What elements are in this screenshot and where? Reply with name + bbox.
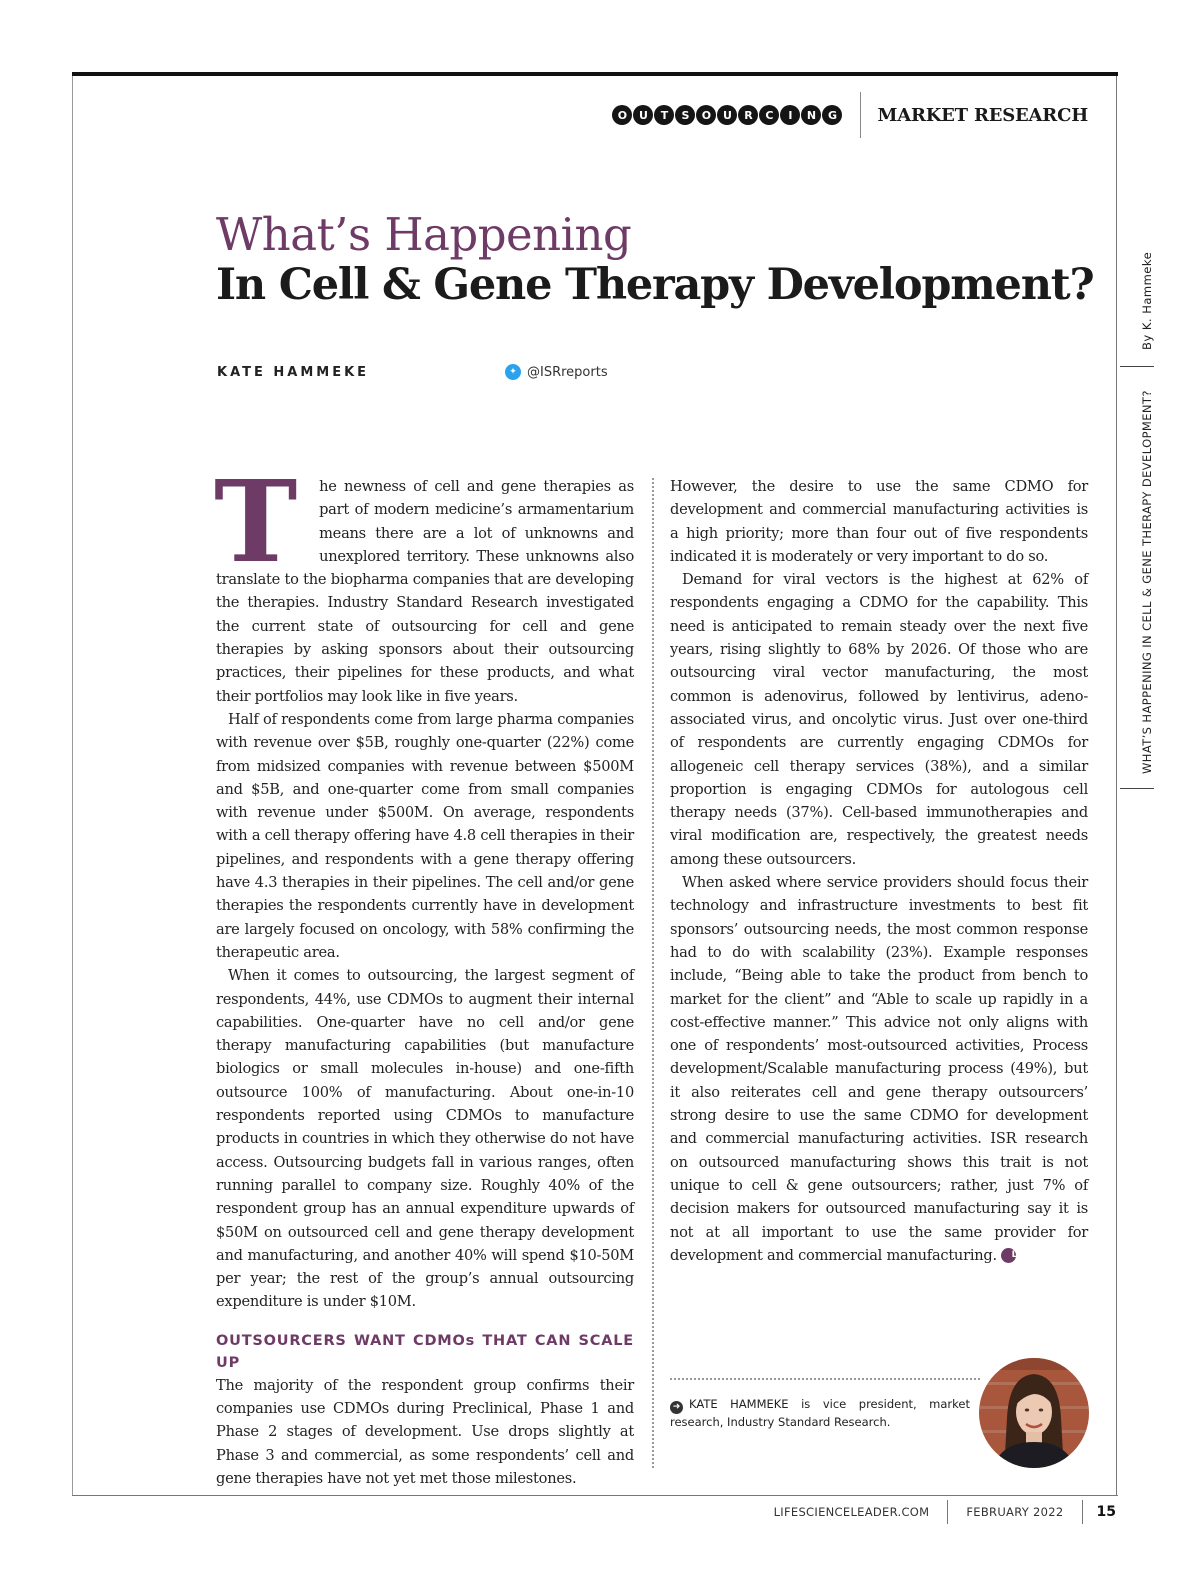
paragraph: Half of respondents come from large pharma companies with revenue over $5B, roughly one-quarter (22%) come from midsized companies with revenue between $500M and $5B, and one-quarter come from small companies with revenue under $500M. On average, respondents with a cell therapy offering have 4.8 cell therapies in their pipelines, and respondents with a gene therapy offering have 4.3 therapies in their pipelines. The cell and/or gene therapies the respondents currently have in development are largely focused on oncology, with 58% confirming the therapeutic area. xyxy=(216,710,634,961)
twitter-handle[interactable]: @ISRreports xyxy=(527,364,608,380)
header-divider xyxy=(860,92,861,138)
paragraph: Demand for viral vectors is the highest at 62% of respondents engaging a CDMO for the capability. This need is anticipated to remain steady over the next five years, rising slightly to 68% by 2026. Of those who are outsourcing viral vector manufacturing, the most common is adenovirus, followed by lentivirus, adeno-associated virus, and oncolytic virus. Just over one-third of respondents are currently engaging CDMOs for allogeneic cell therapy services (38%), and a similar proportion is engaging CDMOs for autologous cell therapy needs (37%). Cell-based immunotherapies and viral modification are, respectively, the greatest needs among these outsourcers. xyxy=(670,571,1088,868)
top-rule xyxy=(72,72,1118,76)
arrow-right-icon: ➜ xyxy=(670,1401,683,1414)
badge-letter: I xyxy=(780,105,800,125)
paragraph xyxy=(214,457,634,708)
footer-website: LIFESCIENCELEADER.COM xyxy=(773,1505,930,1519)
section-label: MARKET RESEARCH xyxy=(877,104,1088,126)
outsourcing-badge xyxy=(612,105,842,125)
bottom-rule xyxy=(72,1495,1118,1496)
section-subhead: OUTSOURCERS WANT CDMOs THAT CAN SCALE UP xyxy=(216,1332,634,1371)
end-of-article-icon: L xyxy=(1001,1248,1016,1263)
paragraph: The majority of the respondent group confirms their companies use CDMOs during Preclinical, Phase 1 and Phase 2 stages of development. Use drops slightly at Phase 3 and commercial, as some respondents’ cell and gene therapies have not yet met those milestones. xyxy=(216,1376,634,1487)
badge-letter: O xyxy=(612,105,632,125)
page-header xyxy=(612,92,1088,138)
side-divider xyxy=(1120,366,1154,367)
author-name: KATE HAMMEKE xyxy=(217,365,370,380)
article-column-right xyxy=(670,475,1088,1267)
left-rule xyxy=(72,76,73,1496)
side-byline: By K. Hammeke xyxy=(1140,251,1154,350)
author-bio xyxy=(670,1396,970,1431)
badge-letter: O xyxy=(696,105,716,125)
article-column-left xyxy=(214,457,634,1490)
badge-letter: T xyxy=(654,105,674,125)
headline-line-2: In Cell & Gene Therapy Development? xyxy=(216,260,1094,310)
portrait-image xyxy=(979,1358,1089,1468)
paragraph xyxy=(670,871,1088,1267)
paragraph-text: When asked where service providers should focus their technology and infrastructure investments to best fit sponsors’ outsourcing needs, the most common response had to do with scalability (23%). Example responses include, “Being able to take the product from bench to market for the client” and “Able to scale up rapidly in a cost-effective manner.” This advice not only aligns with one of respondents’ most-outsourced activities, Process development/Scalable manufacturing process (49%), but it also reiterates cell and gene therapy outsourcers’ strong desire to use the same CDMO for development and commercial manufacturing activities. ISR research on outsourced manufacturing shows this trait is not unique to cell & gene outsourcers; rather, just 7% of decision makers for outsourced manufacturing say it is not at all important to use the same provider for development and commercial manufacturing. xyxy=(670,874,1088,1264)
footer-issue-date: FEBRUARY 2022 xyxy=(966,1505,1064,1519)
badge-letter: R xyxy=(738,105,758,125)
paragraph: When it comes to outsourcing, the largest segment of respondents, 44%, use CDMOs to augment their internal capabilities. One-quarter have no cell and/or gene therapy manufacturing capabilities (but manufacture biologics or small molecules in-house) and one-fifth outsource 100% of manufacturing. About one-in-10 respondents reported using CDMOs to manufacture products in countries in which they otherwise do not have access. Outsourcing budgets fall in various ranges, often running parallel to company size. Roughly 40% of the respondent group has an annual expenditure upwards of $50M on outsourced cell and gene therapy development and manufacturing, and another 40% will spend $10-50M per year; the rest of the group’s annual outsourcing expenditure is under $10M. xyxy=(216,967,634,1311)
badge-letter: U xyxy=(717,105,737,125)
side-divider xyxy=(1120,788,1154,789)
headline-line-1: What’s Happening xyxy=(216,208,632,261)
twitter-bird-icon: ✦ xyxy=(505,364,521,380)
bio-divider xyxy=(670,1378,980,1380)
badge-letter: G xyxy=(822,105,842,125)
badge-letter: U xyxy=(633,105,653,125)
page-number: 15 xyxy=(1096,1504,1116,1520)
column-divider xyxy=(652,478,654,1468)
side-running-title: WHAT’S HAPPENING IN CELL & GENE THERAPY DEVELOPMENT? xyxy=(1140,390,1154,774)
paragraph-text: he newness of cell and gene therapies as part of modern medicine’s armamentarium means there are a lot of unknowns and unexplored territory. These unknowns also translate to the biopharma companies that are developing the therapies. Industry Standard Research investigated the current state of outsourcing for cell and gene therapies by asking sponsors about their outsourcing practices, their pipelines for these products, and what their portfolios may look like in five years. xyxy=(216,478,634,705)
right-rule xyxy=(1116,76,1117,1496)
drop-cap: T xyxy=(214,457,298,588)
bio-text: KATE HAMMEKE is vice president, market research, Industry Standard Research. xyxy=(670,1397,970,1429)
author-portrait xyxy=(979,1358,1089,1468)
badge-letter: C xyxy=(759,105,779,125)
badge-letter: S xyxy=(675,105,695,125)
twitter-handle-group[interactable] xyxy=(505,364,608,380)
paragraph: However, the desire to use the same CDMO for development and commercial manufacturing activities is a high priority; more than four out of five respondents indicated it is moderately or very important to do so. xyxy=(670,478,1088,565)
page-footer xyxy=(774,1500,1116,1524)
badge-letter: N xyxy=(801,105,821,125)
